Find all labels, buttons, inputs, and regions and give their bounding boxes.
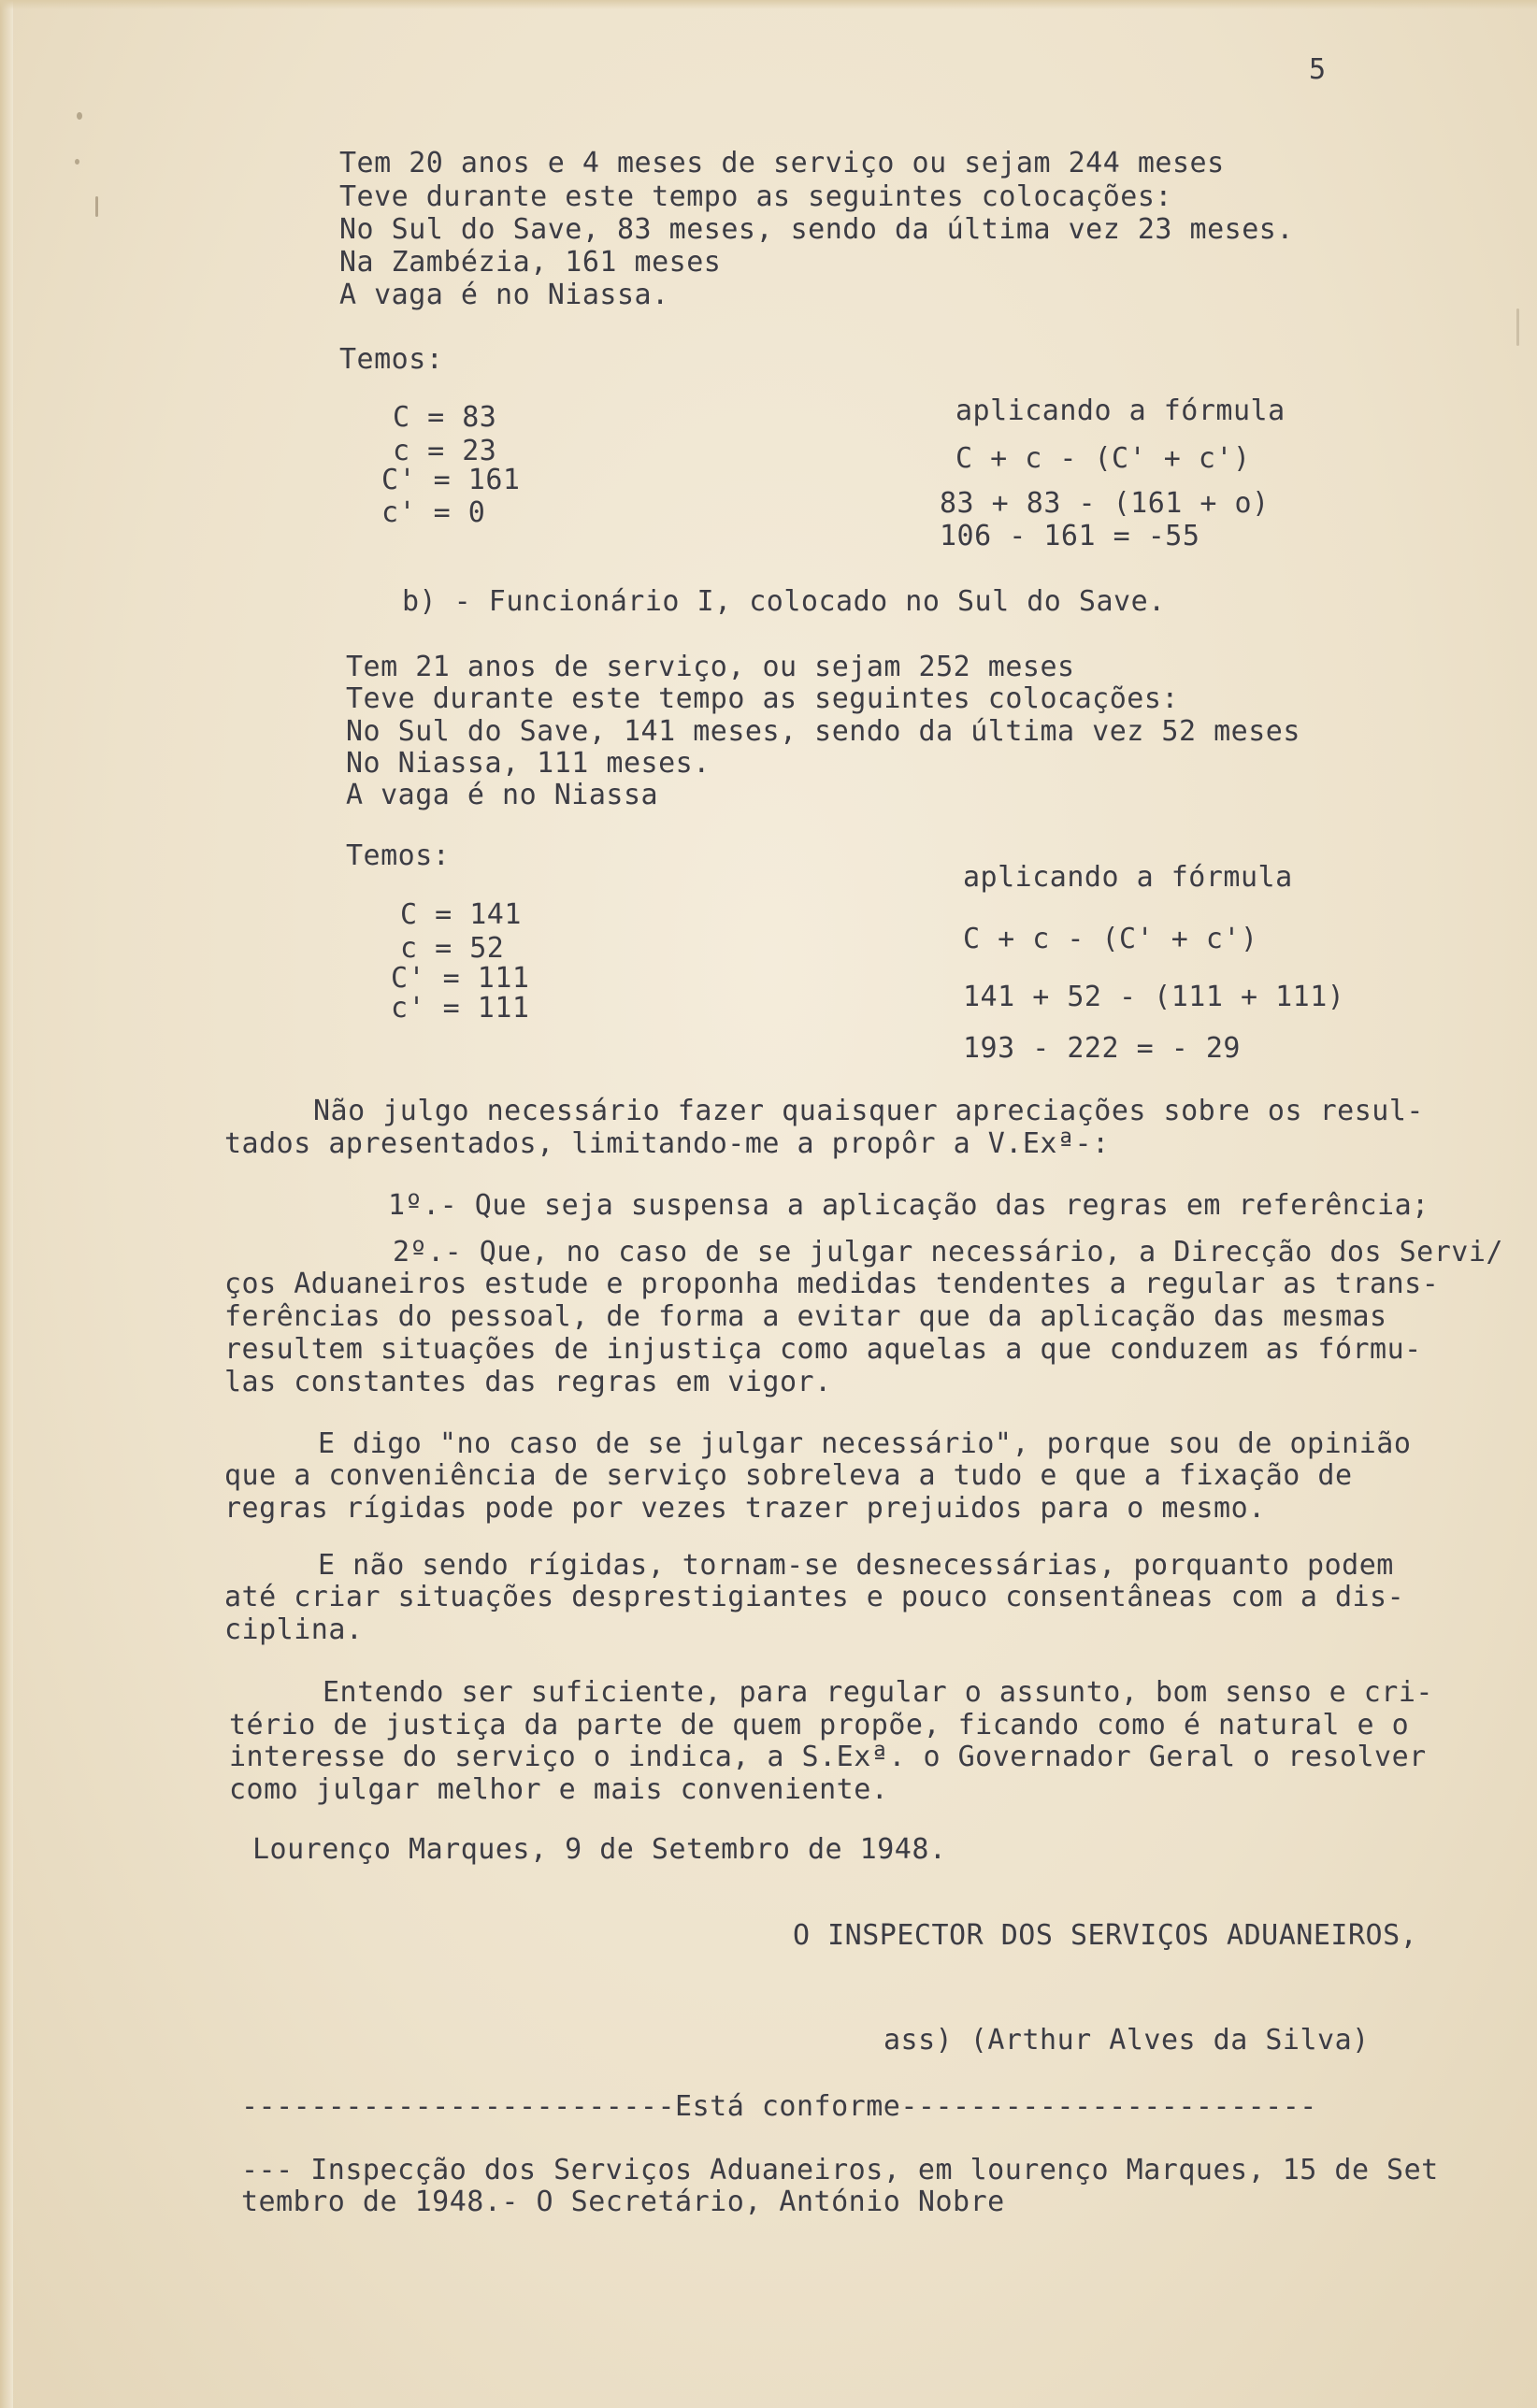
paragraph-line: até criar situações desprestigiantes e pouco consentâneas com a dis- bbox=[224, 1581, 1405, 1613]
paragraph-line: tério de justiça da parte de quem propõe, ficando como é natural e o bbox=[229, 1709, 1410, 1742]
paragraph-line: que a conveniência de serviço sobreleva a tudo e que a fixação de bbox=[224, 1459, 1353, 1492]
case-a-line: A vaga é no Niassa. bbox=[339, 279, 669, 311]
value-line: C = 83 bbox=[393, 401, 497, 434]
certification-line: tembro de 1948.- O Secretário, António Nobre bbox=[241, 2186, 1005, 2218]
paper-speck bbox=[95, 196, 98, 217]
paragraph-line: como julgar melhor e mais conveniente. bbox=[229, 1773, 889, 1806]
paper-edge-top bbox=[0, 0, 1537, 9]
certification-line: --- Inspecção dos Serviços Aduaneiros, em lourenço Marques, 15 de Set bbox=[241, 2154, 1439, 2186]
case-a-line: No Sul do Save, 83 meses, sendo da última vez 23 meses. bbox=[339, 213, 1294, 246]
case-a-line: Teve durante este tempo as seguintes colocações: bbox=[339, 180, 1172, 213]
paper-speck bbox=[75, 159, 79, 165]
value-line: c = 23 bbox=[393, 435, 497, 467]
value-line: c' = 0 bbox=[381, 496, 486, 529]
formula-line: 83 + 83 - (161 + o) bbox=[940, 487, 1270, 520]
paragraph-line: regras rígidas pode por vezes trazer prejuidos para o mesmo. bbox=[224, 1492, 1266, 1525]
formula-line: 106 - 161 = -55 bbox=[940, 520, 1200, 552]
case-b-line: No Niassa, 111 meses. bbox=[346, 747, 711, 780]
temos-label: Temos: bbox=[346, 839, 451, 872]
list-item-1: 1º.- Que seja suspensa a aplicação das regras em referência; bbox=[388, 1189, 1429, 1222]
temos-label: Temos: bbox=[339, 343, 444, 376]
paragraph-line: tados apresentados, limitando-me a propôr a V.Exª-: bbox=[224, 1127, 1110, 1160]
conforme-line: -------------------------Está conforme------------------------ bbox=[241, 2090, 1317, 2123]
paper-speck bbox=[77, 112, 82, 120]
list-item-2-line: las constantes das regras em vigor. bbox=[224, 1366, 832, 1398]
paper-edge bbox=[0, 0, 13, 2408]
paragraph-line: Entendo ser suficiente, para regular o assunto, bom senso e cri- bbox=[323, 1676, 1433, 1709]
formula-intro: aplicando a fórmula bbox=[955, 394, 1286, 427]
list-item-2-line: 2º.- Que, no caso de se julgar necessário, a Direcção dos Servi/ bbox=[393, 1236, 1503, 1268]
case-a-line: Tem 20 anos e 4 meses de serviço ou sejam 244 meses bbox=[339, 147, 1225, 179]
paragraph-line: E não sendo rígidas, tornam-se desnecessárias, porquanto podem bbox=[318, 1549, 1394, 1582]
value-line: C' = 161 bbox=[381, 464, 521, 496]
list-item-2-line: resultem situações de injustiça como aquelas a que conduzem as fórmu- bbox=[224, 1333, 1422, 1366]
formula-intro: aplicando a fórmula bbox=[963, 861, 1293, 894]
paragraph-line: ciplina. bbox=[224, 1613, 364, 1646]
case-b-line: A vaga é no Niassa bbox=[346, 779, 659, 811]
case-a-line: Na Zambézia, 161 meses bbox=[339, 246, 722, 279]
value-line: C = 141 bbox=[400, 898, 522, 931]
paragraph-line: Não julgo necessário fazer quaisquer apreciações sobre os resul- bbox=[313, 1095, 1424, 1127]
case-b-line: No Sul do Save, 141 meses, sendo da última vez 52 meses bbox=[346, 715, 1300, 748]
list-item-2-line: ferências do pessoal, de forma a evitar que da aplicação das mesmas bbox=[224, 1300, 1387, 1333]
paragraph-line: E digo "no caso de se julgar necessário", porque sou de opinião bbox=[318, 1427, 1412, 1460]
paragraph-line: interesse do serviço o indica, a S.Exª. o Governador Geral o resolver bbox=[229, 1741, 1427, 1773]
value-line: c = 52 bbox=[400, 932, 505, 965]
formula-line: C + c - (C' + c') bbox=[963, 923, 1258, 955]
formula-line: 141 + 52 - (111 + 111) bbox=[963, 981, 1345, 1013]
case-b-line: Teve durante este tempo as seguintes colocações: bbox=[346, 682, 1179, 715]
list-item-2-line: ços Aduaneiros estude e proponha medidas tendentes a regular as trans- bbox=[224, 1268, 1440, 1300]
case-b-heading: b) - Funcionário I, colocado no Sul do Save. bbox=[402, 585, 1166, 618]
case-b-line: Tem 21 anos de serviço, ou sejam 252 meses bbox=[346, 651, 1075, 683]
formula-line: C + c - (C' + c') bbox=[955, 442, 1251, 475]
paper-speck bbox=[1516, 308, 1519, 346]
page-number: 5 bbox=[1309, 53, 1327, 86]
signatory-title: O INSPECTOR DOS SERVIÇOS ADUANEIROS, bbox=[793, 1919, 1418, 1952]
place-date: Lourenço Marques, 9 de Setembro de 1948. bbox=[252, 1833, 947, 1866]
signature-line: ass) (Arthur Alves da Silva) bbox=[883, 2024, 1370, 2057]
value-line: c' = 111 bbox=[391, 992, 530, 1025]
formula-line: 193 - 222 = - 29 bbox=[963, 1032, 1241, 1065]
value-line: C' = 111 bbox=[391, 962, 530, 995]
